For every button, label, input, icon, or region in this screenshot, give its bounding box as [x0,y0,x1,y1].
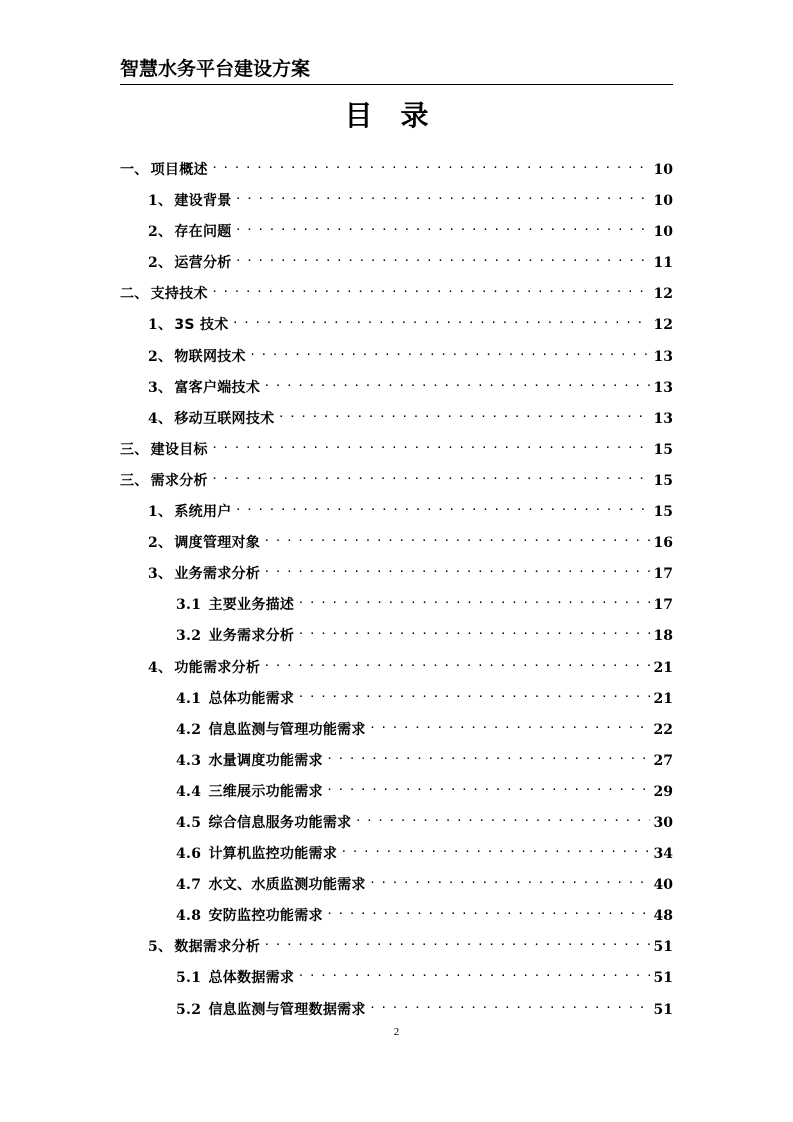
dot-leader [233,307,650,329]
dot-leader [264,556,649,578]
dot-leader [278,401,649,423]
toc-entry-label [148,252,232,274]
toc-entry-page: 15 [653,504,673,521]
table-of-contents [120,152,673,1023]
toc-entry[interactable] [120,401,673,432]
toc-entry-page: 12 [653,286,673,303]
toc-entry[interactable] [120,525,673,556]
toc-entry[interactable] [120,432,673,463]
toc-entry-text: 总体功能需求 [208,690,295,707]
toc-entry[interactable] [120,929,673,960]
toc-entry-label [148,408,274,430]
toc-entry[interactable] [120,774,673,805]
toc-entry-number: 4.3 [176,752,207,769]
toc-entry-label [148,532,260,554]
toc-entry-text: 综合信息服务功能需求 [208,814,352,831]
toc-entry-number: 4.2 [176,721,207,738]
toc-entry-text: 调度管理对象 [174,535,261,552]
page-header [120,56,673,85]
dot-leader [212,152,650,174]
toc-entry-label [176,874,366,896]
toc-entry-page: 21 [653,659,673,676]
toc-entry-number: 4.7 [176,877,207,894]
toc-entry-text: 项目概述 [150,162,208,178]
toc-entry-page: 51 [653,1001,673,1018]
toc-entry-label [120,439,208,461]
toc-entry-text: 业务需求分析 [174,566,261,583]
toc-entry-page: 16 [653,535,673,552]
toc-entry-page: 13 [653,348,673,365]
toc-entry[interactable] [120,960,673,991]
toc-entry[interactable] [120,867,673,898]
toc-entry-number: 2、 [148,535,173,552]
toc-entry-page: 17 [653,566,673,583]
dot-leader [298,960,649,982]
toc-entry-page: 10 [653,193,673,210]
toc-entry-label [176,688,294,710]
toc-entry-text: 业务需求分析 [208,628,295,645]
toc-entry-text: 物联网技术 [174,348,246,365]
toc-entry-page: 11 [653,255,673,272]
toc-entry-number: 4.4 [176,783,207,800]
toc-entry-label [176,967,294,989]
toc-entry-label [176,594,294,616]
toc-entry-number: 3.1 [176,597,207,614]
toc-entry[interactable] [120,681,673,712]
toc-entry-page: 27 [653,752,673,769]
toc-entry-number: 4、 [148,410,173,427]
toc-entry-text: 建设背景 [174,193,232,210]
toc-entry-label [176,781,323,803]
toc-entry-label [148,190,232,212]
toc-entry-number: 3、 [148,566,173,583]
toc-entry-page: 48 [653,908,673,925]
toc-entry-text: 水量调度功能需求 [208,752,323,769]
toc-entry-page: 13 [653,379,673,396]
toc-entry-number: 5.1 [176,970,207,987]
toc-entry-page: 10 [653,224,673,241]
dot-leader [264,370,649,392]
page-number: 2 [393,1026,400,1038]
toc-entry-text: 功能需求分析 [174,659,261,676]
toc-entry-label [176,999,366,1021]
toc-entry-number: 三、 [120,472,149,489]
toc-entry-text: 富客户端技术 [174,379,261,396]
dot-leader [327,898,650,920]
toc-entry-number: 4.5 [176,814,207,831]
dot-leader [236,494,650,516]
toc-entry-page: 12 [653,317,673,334]
toc-entry-number: 1、 [148,504,173,521]
toc-heading: 目录 [344,99,457,132]
dot-leader [370,992,650,1014]
toc-entry-label [176,843,337,865]
dot-leader [236,214,650,236]
toc-entry[interactable] [120,836,673,867]
dot-leader [212,463,650,485]
toc-entry-label [148,314,229,336]
toc-entry-page: 21 [653,690,673,707]
dot-leader [264,650,649,672]
toc-entry-text: 信息监测与管理数据需求 [208,1001,366,1018]
dot-leader [264,525,649,547]
toc-entry-label [120,283,208,305]
toc-entry[interactable] [120,276,673,307]
toc-entry-number: 4.6 [176,846,207,863]
toc-entry-text: 系统用户 [174,504,232,521]
toc-entry-page: 30 [653,814,673,831]
toc-entry-label [148,501,232,523]
toc-entry[interactable] [120,370,673,401]
toc-entry-text: 主要业务描述 [208,597,295,614]
toc-entry-number: 4、 [148,659,173,676]
toc-entry-page: 10 [653,162,673,178]
dot-leader [327,743,650,765]
toc-entry[interactable] [120,712,673,743]
toc-entry-text: 运营分析 [174,255,232,272]
toc-entry-text: 数据需求分析 [174,939,261,956]
toc-entry[interactable] [120,494,673,525]
toc-entry-number: 4.8 [176,908,207,925]
document-title: 智慧水务平台建设方案 [120,58,311,80]
toc-entry-text: 安防监控功能需求 [208,908,323,925]
toc-entry-number: 二、 [120,286,149,303]
toc-entry-label [176,750,323,772]
toc-entry[interactable] [120,183,673,214]
toc-entry-label [148,377,260,399]
toc-entry-text: 支持技术 [150,286,208,303]
toc-entry-label [120,470,208,492]
toc-entry-text: 计算机监控功能需求 [208,846,338,863]
toc-entry-label [176,812,351,834]
toc-entry[interactable] [120,152,673,183]
toc-entry-label [176,719,366,741]
toc-entry[interactable] [120,805,673,836]
dot-leader [236,245,650,267]
toc-entry-number: 3.2 [176,628,207,645]
dot-leader [370,712,650,734]
toc-entry-page: 40 [653,877,673,894]
toc-entry-text: 信息监测与管理功能需求 [208,721,366,738]
toc-entry-text: 移动互联网技术 [174,410,275,427]
toc-entry[interactable] [120,463,673,494]
dot-leader [236,183,650,205]
dot-leader [341,836,649,858]
toc-entry-text: 需求分析 [150,472,208,489]
toc-entry[interactable] [120,992,673,1023]
toc-entry-number: 1、 [148,193,173,210]
toc-entry-number: 2、 [148,348,173,365]
toc-entry-text: 存在问题 [174,224,232,241]
toc-entry-page: 51 [653,970,673,987]
toc-entry-label [148,563,260,585]
toc-entry-page: 18 [653,628,673,645]
dot-leader [370,867,650,889]
toc-entry-number: 三、 [120,441,149,458]
dot-leader [212,432,650,454]
toc-entry-text: 建设目标 [150,441,208,458]
toc-entry-label [148,346,246,368]
dot-leader [298,681,649,703]
toc-entry-number: 2、 [148,224,173,241]
dot-leader [212,276,650,298]
toc-entry-page: 34 [653,846,673,863]
toc-entry-label [148,936,260,958]
toc-entry-page: 51 [653,939,673,956]
toc-entry[interactable] [120,587,673,618]
toc-entry-number: 5、 [148,939,173,956]
toc-entry[interactable] [120,307,673,338]
toc-entry-page: 15 [653,472,673,489]
toc-entry-number: 1、 [148,317,173,334]
toc-entry[interactable] [120,898,673,929]
toc-entry-text: 三维展示功能需求 [208,783,323,800]
toc-entry[interactable] [120,556,673,587]
toc-entry-label [120,159,208,181]
toc-entry-label [148,657,260,679]
toc-entry[interactable] [120,339,673,370]
toc-entry-text: 3S 技术 [174,317,229,334]
dot-leader [264,929,649,951]
toc-entry-number: 一、 [120,162,149,178]
dot-leader [355,805,649,827]
dot-leader [327,774,650,796]
dot-leader [298,587,649,609]
toc-entry-page: 17 [653,597,673,614]
toc-entry-label [176,625,294,647]
toc-entry-page: 29 [653,783,673,800]
toc-entry[interactable] [120,743,673,774]
toc-entry[interactable] [120,650,673,681]
toc-entry-page: 13 [653,410,673,427]
toc-entry-number: 5.2 [176,1001,207,1018]
toc-entry-text: 水文、水质监测功能需求 [208,877,366,894]
toc-entry-label [176,905,323,927]
toc-entry[interactable] [120,245,673,276]
toc-entry-number: 4.1 [176,690,207,707]
toc-entry-page: 15 [653,441,673,458]
toc-entry-label [148,221,232,243]
toc-entry[interactable] [120,214,673,245]
toc-entry-page: 22 [653,721,673,738]
toc-entry-text: 总体数据需求 [208,970,295,987]
dot-leader [298,618,649,640]
toc-entry-number: 3、 [148,379,173,396]
toc-entry-number: 2、 [148,255,173,272]
dot-leader [250,339,650,361]
toc-entry[interactable] [120,618,673,649]
